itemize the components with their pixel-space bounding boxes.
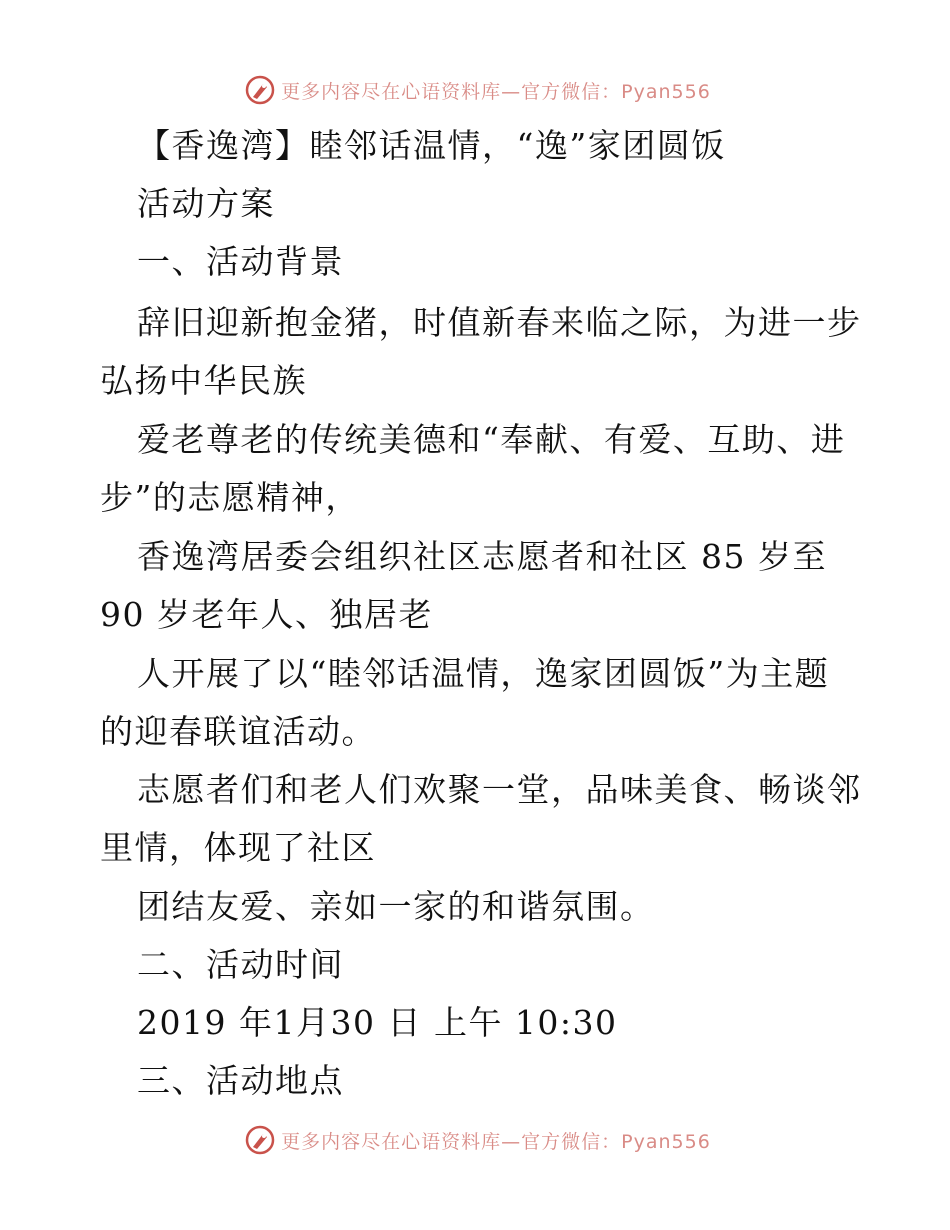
watermark-text: 更多内容尽在心语资料库—官方微信：Pyan556 [281, 80, 711, 103]
paragraph-line: 里情，体现了社区 [100, 828, 376, 867]
paragraph-line: 90 岁老年人、独居老 [100, 595, 433, 634]
footer-watermark [0, 1120, 950, 1160]
paragraph-line: 人开展了以“睦邻话温情，逸家团圆饭”为主题 [137, 654, 830, 693]
document-subtitle: 活动方案 [137, 184, 275, 223]
paragraph-line: 的迎春联谊活动。 [100, 712, 376, 751]
paragraph-line: 辞旧迎新抱金猪，时值新春来临之际，为进一步 [137, 303, 862, 342]
section-heading-location: 三、活动地点 [137, 1061, 344, 1100]
paragraph-line: 爱老尊老的传统美德和“奉献、有爱、互助、进 [137, 420, 846, 459]
document-title: 【香逸湾】睦邻话温情，“逸”家团圆饭 [137, 126, 726, 165]
watermark-text: 更多内容尽在心语资料库—官方微信：Pyan556 [281, 1130, 711, 1153]
paragraph-line: 志愿者们和老人们欢聚一堂，品味美食、畅谈邻 [137, 770, 862, 809]
paragraph-line: 香逸湾居委会组织社区志愿者和社区 85 岁至 [137, 537, 827, 576]
paragraph-line: 团结友爱、亲如一家的和谐氛围。 [137, 887, 655, 926]
paragraph-line: 弘扬中华民族 [100, 361, 307, 400]
event-datetime: 2019 年1月30 日 上午 10:30 [137, 1003, 618, 1042]
section-heading-background: 一、活动背景 [137, 242, 344, 281]
pen-nib-logo-icon [245, 1125, 275, 1155]
paragraph-line: 步”的志愿精神， [100, 478, 360, 517]
section-heading-time: 二、活动时间 [137, 945, 344, 984]
